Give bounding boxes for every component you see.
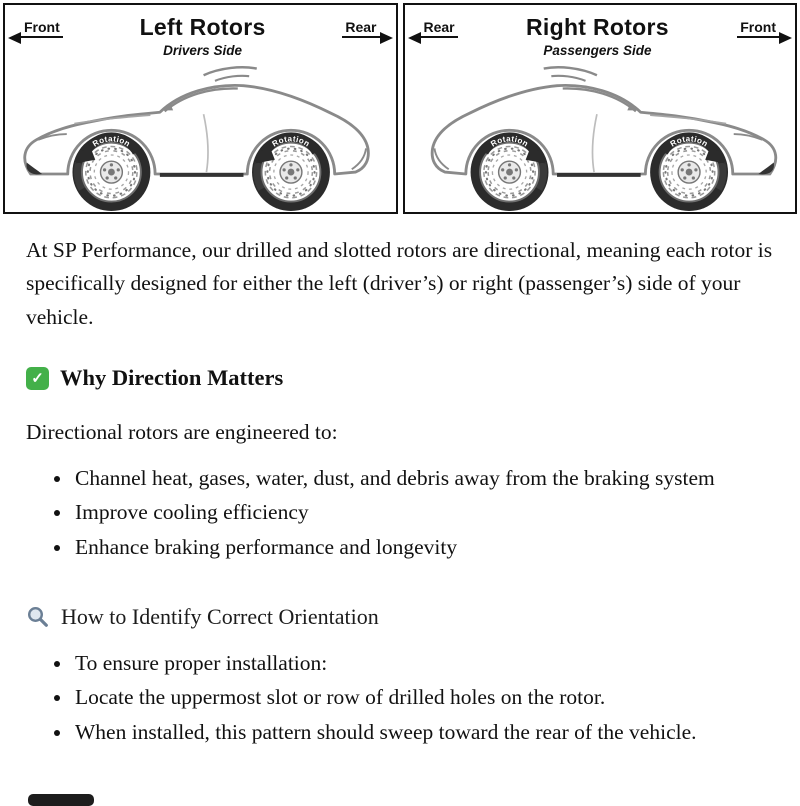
- article-body: [0, 214, 800, 749]
- check-icon: ✓: [26, 367, 49, 390]
- rotation-label: Rotation: [488, 134, 530, 149]
- panel-title: Right Rotors: [526, 14, 669, 40]
- list-item: • Improve cooling efficiency: [73, 496, 774, 529]
- rear-arrow-label: Rear: [421, 19, 458, 38]
- how-to-identify-heading: [26, 600, 774, 634]
- list-item: • Locate the uppermost slot or row of drilled holes on the rotor.: [73, 681, 774, 714]
- intro-paragraph: At SP Performance, our drilled and slotted rotors are directional, meaning each rotor is specifically designed for either the left (driver’s) or right (passenger’s) side of your vehicle.: [26, 238, 773, 329]
- why-bullet-list: [26, 462, 774, 564]
- rotation-label: Rotation: [91, 134, 132, 149]
- panel-subtitle: Passengers Side: [543, 43, 652, 58]
- panel-title: Left Rotors: [139, 14, 266, 40]
- front-arrow-label: Front: [737, 19, 779, 38]
- rotation-label: Rotation: [668, 134, 710, 149]
- list-item: • Channel heat, gases, water, dust, and debris away from the braking system: [73, 462, 774, 495]
- partial-next-element: [28, 794, 94, 806]
- identify-bullet-list: [26, 647, 774, 749]
- left-panel-header: [5, 5, 396, 58]
- heading-text: How to Identify Correct Orientation: [61, 604, 379, 630]
- rotor-direction-diagram: [0, 0, 800, 214]
- left-rotors-panel: [3, 3, 398, 214]
- list-item: • When installed, this pattern should sweep toward the rear of the vehicle.: [73, 716, 774, 749]
- list-item: • Enhance braking performance and longevity: [73, 531, 774, 564]
- front-arrow-label: Front: [21, 19, 63, 38]
- list-item: • To ensure proper installation:: [73, 647, 774, 680]
- right-rotors-panel: [403, 3, 798, 214]
- why-lead-text: Directional rotors are engineered to:: [26, 419, 338, 444]
- magnifier-icon: [26, 605, 50, 629]
- panel-subtitle: Drivers Side: [163, 43, 242, 58]
- rotation-label: Rotation: [270, 134, 312, 149]
- right-panel-header: [405, 5, 796, 58]
- heading-text: Why Direction Matters: [60, 364, 284, 390]
- left-car-illustration: [5, 60, 396, 212]
- why-direction-matters-heading: [26, 361, 774, 396]
- right-car-illustration: [405, 60, 796, 212]
- rear-arrow-label: Rear: [342, 19, 379, 38]
